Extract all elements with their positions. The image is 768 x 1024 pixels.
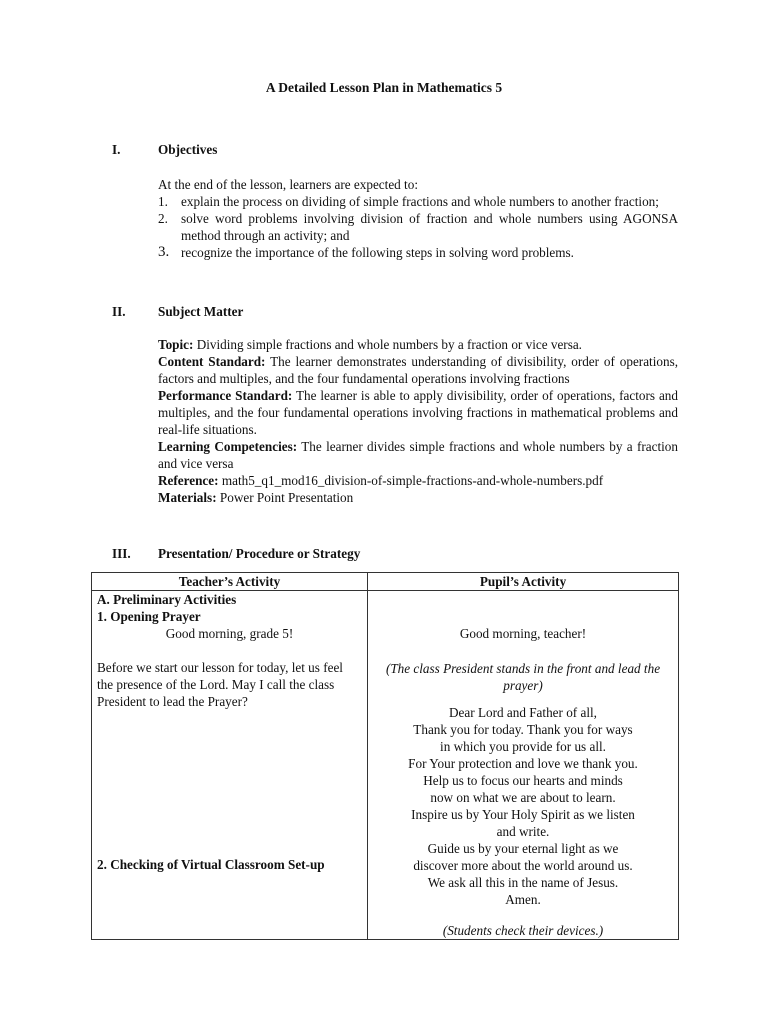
section-heading-objectives: Objectives xyxy=(158,142,218,157)
pupil-greeting: Good morning, teacher! xyxy=(459,626,587,641)
activity-table xyxy=(91,572,679,940)
table-header-row xyxy=(92,573,679,591)
materials-line: Materials: Power Point Presentation xyxy=(158,490,354,505)
subject-matter-details xyxy=(158,336,678,506)
prayer-line: Thank you for today. Thank you for ways in which you provide for us all. xyxy=(413,722,633,754)
preliminary-activities-label: A. Preliminary Activities xyxy=(97,592,237,607)
section-heading-subject-matter: Subject Matter xyxy=(158,304,244,319)
pupil-activity-cell xyxy=(368,591,679,940)
teacher-activity-cell xyxy=(92,591,368,940)
prayer-line: Amen. xyxy=(505,892,541,907)
prayer-line: Help us to focus our hearts and minds now on what we are about to learn. xyxy=(423,773,623,805)
section-number-subject-matter: II. xyxy=(112,304,126,319)
table-row xyxy=(92,591,679,940)
topic-line: Topic: Dividing simple fractions and whole numbers by a fraction or vice versa. xyxy=(158,337,582,352)
pupil-activity-header: Pupil’s Activity xyxy=(368,573,679,591)
section-number-objectives: I. xyxy=(112,142,121,157)
objective-item: 1. explain the process on dividing of simple fractions and whole numbers to another fraction; xyxy=(158,194,659,209)
reference-line: Reference: math5_q1_mod16_division-of-simple-fractions-and-whole-numbers.pdf xyxy=(158,473,604,488)
section-heading-presentation: Presentation/ Procedure or Strategy xyxy=(158,546,361,561)
performance-standard: Performance Standard: The learner is able to apply divisibility, order of operations, factors and multiples, and the four fundamental operations involving fractions in mathematical problems and real-life situations. xyxy=(158,388,678,437)
section-number-presentation: III. xyxy=(112,546,131,561)
students-check-action: (Students check their devices.) xyxy=(442,923,604,938)
prayer-line: Dear Lord and Father of all, xyxy=(449,705,597,720)
teacher-activity-header: Teacher’s Activity xyxy=(92,573,368,591)
document-title: A Detailed Lesson Plan in Mathematics 5 xyxy=(265,80,503,95)
teacher-greeting: Good morning, grade 5! xyxy=(165,626,294,641)
opening-prayer-label: 1. Opening Prayer xyxy=(97,609,201,624)
objective-item: 3. recognize the importance of the following steps in solving word problems. xyxy=(158,244,574,260)
teacher-prayer-request: Before we start our lesson for today, let us feel the presence of the Lord. May I call the class President to lead the Prayer? xyxy=(97,660,343,709)
president-action: (The class President stands in the front and lead the prayer) xyxy=(385,661,661,693)
prayer-line: Guide us by your eternal light as we discover more about the world around us. xyxy=(413,841,633,873)
objectives-intro: At the end of the lesson, learners are expected to: xyxy=(158,177,418,192)
prayer-line: We ask all this in the name of Jesus. xyxy=(427,875,619,890)
content-standard: Content Standard: The learner demonstrates understanding of divisibility, order of operations, factors and multiples, and the four fundamental operations involving fractions xyxy=(158,354,678,386)
objective-item: 2. solve word problems involving division of fraction and whole numbers using AGONSA method through an activity; and xyxy=(158,211,678,243)
checking-setup-label: 2. Checking of Virtual Classroom Set-up xyxy=(97,857,325,872)
objectives-list xyxy=(158,193,678,261)
learning-competencies: Learning Competencies: The learner divides simple fractions and whole numbers by a fraction and vice versa xyxy=(158,439,678,471)
prayer-line: Inspire us by Your Holy Spirit as we listen and write. xyxy=(411,807,635,839)
prayer-line: For Your protection and love we thank you. xyxy=(408,756,638,771)
